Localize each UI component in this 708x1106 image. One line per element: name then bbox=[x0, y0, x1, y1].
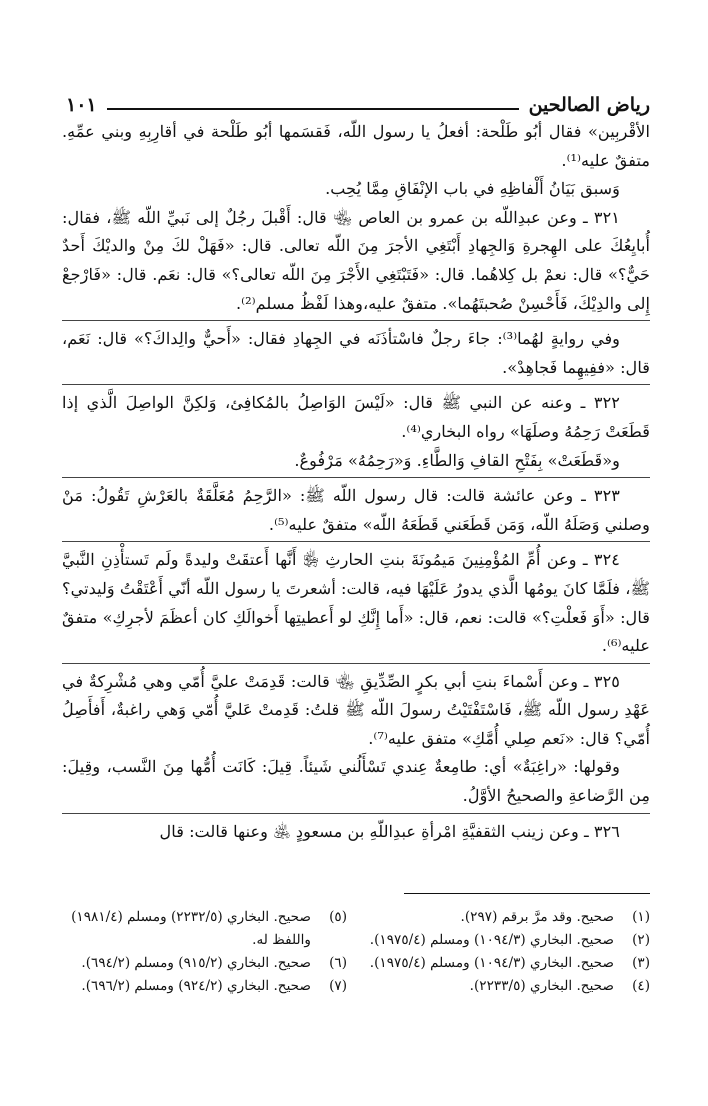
footnote-text: صحيح. البخاري (٢٢٣٣/٥). bbox=[469, 978, 614, 994]
footnote-number: (١) bbox=[632, 909, 650, 925]
paragraph: ٣٢٣ ـ وعن عائشة قالت: قال رسول اللّه ﷺ: «الرَّحِمُ مُعَلَّقَةٌ بالعَرْشِ تَقُولُ: مَنْ وصلني وَصَلَهُ اللّه، وَمَن قَطَعَني قَطَعَهُ اللّه» متفقٌ عليه⁽⁵⁾. bbox=[62, 482, 650, 542]
footnote bbox=[365, 952, 650, 975]
footnote bbox=[62, 906, 347, 952]
footnotes bbox=[62, 906, 650, 998]
running-header bbox=[66, 88, 650, 116]
paragraph: الأقْربِين» فقال أبُو طَلْحة: أفعلُ يا رسول اللّه، فَقسَمها أبُو طَلْحة في أقارِبِهِ وبني عمِّهِ. متفقٌ عليه⁽¹⁾. bbox=[62, 122, 650, 170]
header-rule bbox=[107, 108, 519, 110]
footnote bbox=[62, 975, 347, 998]
paragraph: ٣٢٢ ـ وعنه عن النبي ﷺ قال: «لَيْسَ الوَاصِلُ بالمُكافِئ، وَلكِنَّ الواصِلَ الَّذي إذا قَطَعَتْ رَحِمُهُ وصلَهَا» رواه البخاري⁽⁴⁾. bbox=[62, 393, 650, 441]
footnote-text: صحيح. البخاري (١٠٩٤/٣) ومسلم (١٩٧٥/٤). bbox=[369, 955, 614, 971]
page-number: ١٠١ bbox=[66, 94, 97, 116]
footnote-number: (٣) bbox=[632, 955, 650, 971]
footnote-text: صحيح. البخاري (٩١٥/٢) ومسلم (٦٩٤/٢). bbox=[81, 955, 311, 971]
footnote-text: صحيح. البخاري (٩٢٤/٢) ومسلم (٦٩٦/٢). bbox=[81, 978, 311, 994]
footnote-separator bbox=[404, 893, 650, 894]
footnote bbox=[365, 975, 650, 998]
main-text bbox=[62, 118, 650, 846]
footnote-text: صحيح. البخاري (٢٢٣٢/٥) ومسلم (١٩٨١/٤) واللفظ له. bbox=[71, 909, 311, 948]
book-title: رياض الصالحين bbox=[528, 94, 650, 116]
footnote bbox=[62, 952, 347, 975]
paragraph: وقولها: «راغِبَةٌ» أي: طامِعةٌ عِندي تَسْأَلُني شَيئاً. قِيلَ: كَانَت أُمُّها مِنَ النَّسب، وقِيلَ: مِن الرَّضاعةِ والصحيحُ الأوَّلُ. bbox=[62, 753, 650, 813]
footnote-number: (٦) bbox=[329, 955, 347, 971]
paragraph: ٣٢٤ ـ وعن أُمِّ المُؤْمِنِينَ مَيمُونَةَ بنتِ الحارثِ ﵂ أَنَّها أَعتقَتْ وليدةً ولَم تَستأْذِنِ النَّبيَّ ﷺ، فلَمَّا كانَ يومُها الَّذي يدورُ عَلَيْهَا فيه، قالت: أشعرتَ يا رسول اللّه أنّي أَعْتَقْتُ وَليدتي؟ قال: «أَوَ فَعلْتِ؟» قالت: نعم، قال: «أَما إِنَّكِ لو أَعطيتِها أَخوالَكِ كان أعظَمَ لأجرِكِ» متفقٌ عليه⁽⁶⁾. bbox=[62, 546, 650, 663]
footnote-number: (٧) bbox=[329, 978, 347, 994]
paragraph: وفي روايةٍ لهُما⁽³⁾: جاءَ رجلٌ فاسْتأذَنَه في الجِهادِ فقال: «أَحيٌّ والِداكَ؟» قال: نَعَم، قال: «ففِيهِما فَجاهِدْ». bbox=[62, 325, 650, 385]
paragraph: وَسبق بَيَانُ أَلْفاظِهِ في باب الإنْفَاقِ مِمَّا يُحِب. bbox=[325, 179, 620, 199]
paragraph: ٣٢٦ ـ وعن زينب الثقفيَّةِ امْرأةِ عبدِاللّهِ بن مسعودٍ ﵁ وعنها قالت: قال bbox=[159, 821, 620, 841]
footnote-number: (٢) bbox=[632, 932, 650, 948]
paragraph: ٣٢٥ ـ وعن أَسْماءَ بنتِ أبي بكرٍ الصِّدِّيقِ ﵄ قالت: قَدِمَتْ عليَّ أُمّي وهي مُشْرِكةٌ في عَهْدِ رسول اللّه ﷺ، فَاسْتَفْتَيْتُ رسولَ اللّه ﷺ قلتُ: قَدِمتْ عَليَّ أُمّي وَهي راغبةٌ، أَفأَصِلُ أُمّي؟ قال: «نَعم صِلي أُمَّكِ» متفق عليه⁽⁷⁾. bbox=[62, 671, 650, 748]
footnotes-left-column bbox=[62, 906, 347, 998]
footnote-text: صحيح. وقد مرَّ برقم (٢٩٧). bbox=[460, 909, 614, 925]
footnote-number: (٥) bbox=[329, 909, 347, 925]
footnote-text: صحيح. البخاري (١٠٩٤/٣) ومسلم (١٩٧٥/٤). bbox=[369, 932, 614, 948]
footnote bbox=[365, 929, 650, 952]
paragraph: و«قَطَعَتْ» بِفَتْحِ القافِ وَالطَّاءِ. وَ«رَحِمُهُ» مَرْفُوعٌ. bbox=[62, 447, 650, 479]
footnote-number: (٤) bbox=[632, 978, 650, 994]
footnote bbox=[365, 906, 650, 929]
paragraph: ٣٢١ ـ وعن عبدِاللّه بن عمرو بن العاص ﵄ قال: أَقْبلَ رجُلٌ إلى نَبيِّ اللّه ﷺ، فقال: أُبايِعُكَ على الهِجرةِ وَالجِهادِ أَبْتَغِي الأجرَ مِنَ اللّه تعالى. قال: «فَهَلْ لكَ مِنْ والديْكَ أَحدٌ حَيٌّ؟» قال: نعمْ بل كِلاهُما. قال: «فَتَبْتَغِي الأَجْرَ مِنَ اللّه تعالى؟» قال: نعَم. قال: «فَارْجعْ إِلى والدِيْكَ، فَأَحْسِنْ صُحبتَهُما». متفقٌ عليه،وهذا لَفْظُ مسلم⁽²⁾. bbox=[62, 204, 650, 321]
footnotes-right-column bbox=[365, 906, 650, 998]
